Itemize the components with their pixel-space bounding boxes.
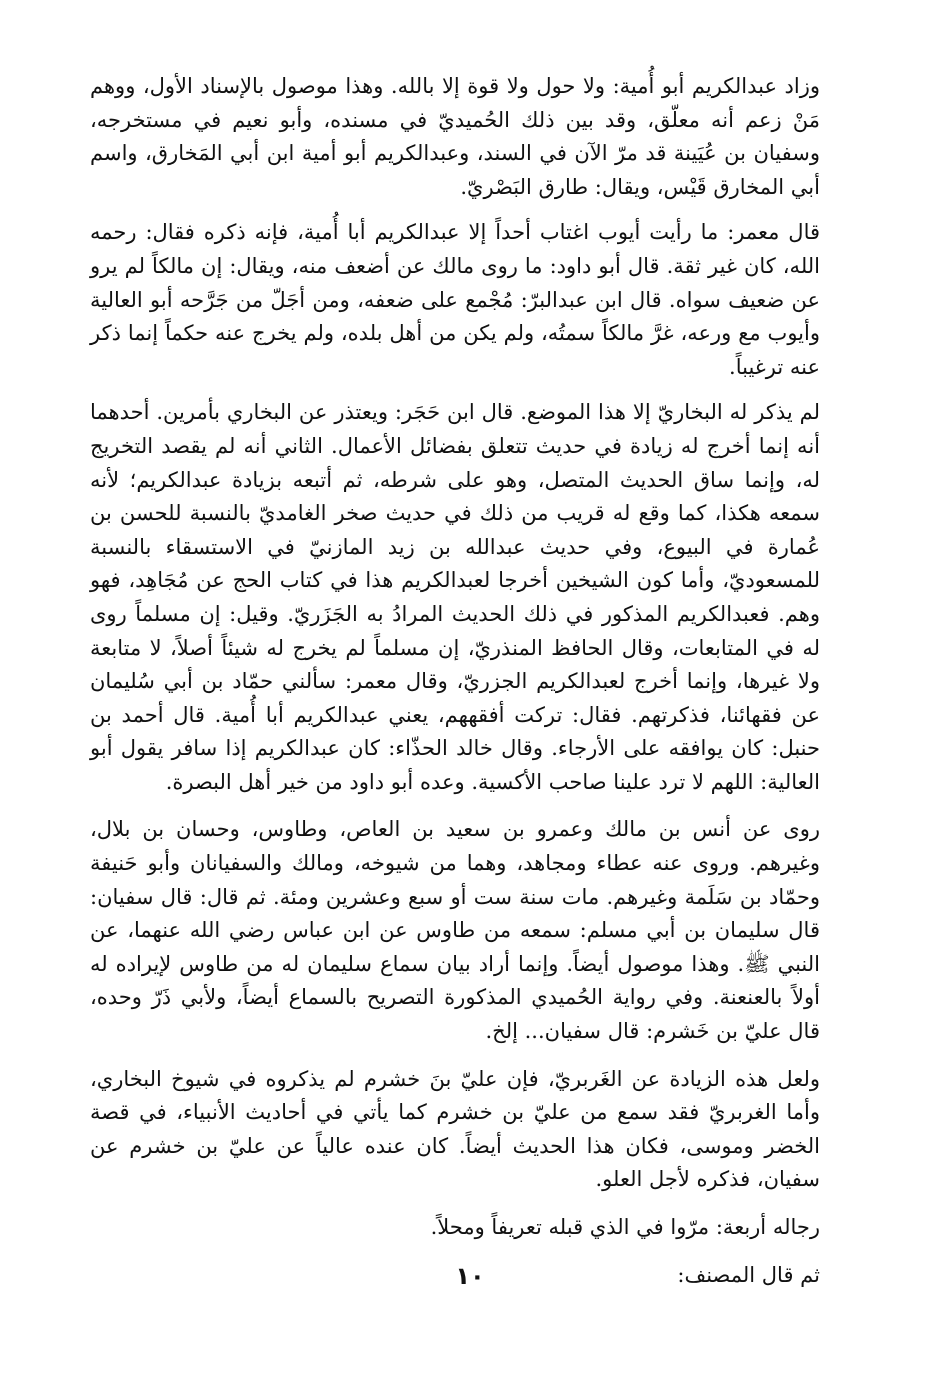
paragraph-gharbari-addition: ولعل هذه الزيادة عن الغَربريّ، فإن عليّ بنَ خشرم لم يذكروه في شيوخ البخاري، وأما الغربريّ فقد سمع من عليّ بن خشرم كما يأتي في أحاديث الأنبياء، في قصة الخضر وموسى، فكان هذا الحديث أيضاً. كان عنده عالياً عن عليّ بن خشرم عن سفيان، فذكره لأجل العلو. <box>90 1066 820 1192</box>
paragraph-narrators: روى عن أنس بن مالك وعمرو بن سعيد بن العاص، وطاوس، وحسان بن بلال، وغيرهم. وروى عنه عطاء ومجاهد، وهما من شيوخه، ومالك والسفيانان وأبو حَنيفة وحمّاد بن سَلَمة وغيرهم. مات سنة ست أو سبع وعشرين ومئة. ثم قال: قال سفيان: قال سليمان بن أبي مسلم: سمعه من طاوس عن ابن عباس رضي الله عنهما، عن النبي ﷺ. وهذا موصول أيضاً. وإنما أراد بيان سماع سليمان له من طاوس لإيراده له أولاً بالعنعنة. وفي رواية الحُميدي المذكورة التصريح بالسماع أيضاً، ولأبي ذَرّ وحده، قال عليّ بن خَشرم: قال سفيان... إلخ. <box>90 817 820 1044</box>
paragraph-author-said: ثم قال المصنف: <box>677 1262 820 1287</box>
paragraph-four-narrators: رجاله أربعة: مرّوا في الذي قبله تعريفاً ومحلاً. <box>430 1215 820 1239</box>
paragraph-bukhari-excuse: لم يذكر له البخاريّ إلا هذا الموضع. قال ابن حَجَر: ويعتذر عن البخاري بأمرين. أحدهما أنه إنما أخرج له زيادة في حديث تتعلق بفضائل الأعمال. الثاني أنه لم يقصد التخريج له، وإنما ساق الحديث المتصل، وهو على شرطه، ثم أتبعه بزيادة عبدالكريم؛ لأنه سمعه هكذا، كما وقع له قريب من ذلك في حديث صخر الغامديّ بالنسبة للحسن بن عُمارة في البيوع، وفي حديث عبدالله بن زيد المازنيّ في الاستسقاء بالنسبة للمسعوديّ، وأما كون الشيخين أخرجا لعبدالكريم هذا في كتاب الحج عن مُجَاهِد، فهو وهم. فعبدالكريم المذكور في ذلك الحديث المرادُ به الجَزَريّ. وقيل: إن مسلماً روى له في المتابعات، وقال الحافظ المنذريّ، إن مسلماً لم يخرج له شيئاً أصلاً، لا متابعة ولا غيرها، وإنما أخرج لعبدالكريم الجزريّ، وقال معمر: سألني حمّاد بن أبي سُليمان عن فقهائنا، فذكرتهم. فقال: تركت أفقههم، يعني عبدالكريم أبا أُمية. قال أحمد بن حنبل: كان يوافقه على الأرجاء. وقال خالد الحذّاء: كان عبدالكريم إذا سافر يقول أبو العالية: اللهم لا ترد علينا صاحب الأكسية. وعده أبو داود من خير أهل البصرة. <box>90 400 820 794</box>
page-number: ١٠ <box>455 1262 485 1290</box>
paragraph-mamar-statement: قال معمر: ما رأيت أيوب اغتاب أحداً إلا عبدالكريم أبا أُمية، فإنه ذكره فقال: رحمه الله، كان غير ثقة. قال أبو داود: ما روى مالك عن أضعف منه، ويقال: إن مالكاً لم يرو عن ضعيف سواه. قال ابن عبدالبرّ: مُجْمع على ضعفه، ومن أجَلّ من جَرَّحه أبو العالية وأيوب مع ورعه، غرَّ مالكاً سمتُه، ولم يكن من أهل بلده، ولم يخرج عنه حكماً إنما ذكر عنه ترغيباً. <box>90 220 821 379</box>
paragraph-abdulkarim-addition: وزاد عبدالكريم أبو أُمية: ولا حول ولا قوة إلا بالله. وهذا موصول بالإسناد الأول، ووهم مَنْ زعم أنه معلّق، وقد بين ذلك الحُميديّ في مسنده، وأبو نعيم في مستخرجه، وسفيان بن عُيَينة قد مرّ الآن في السند، وعبدالكريم أبو أمية ابن أبي المَخارق، واسم أبي المخارق قَيْس، ويقال: طارق البَصْريّ. <box>90 74 820 199</box>
page-body <box>90 70 820 1292</box>
